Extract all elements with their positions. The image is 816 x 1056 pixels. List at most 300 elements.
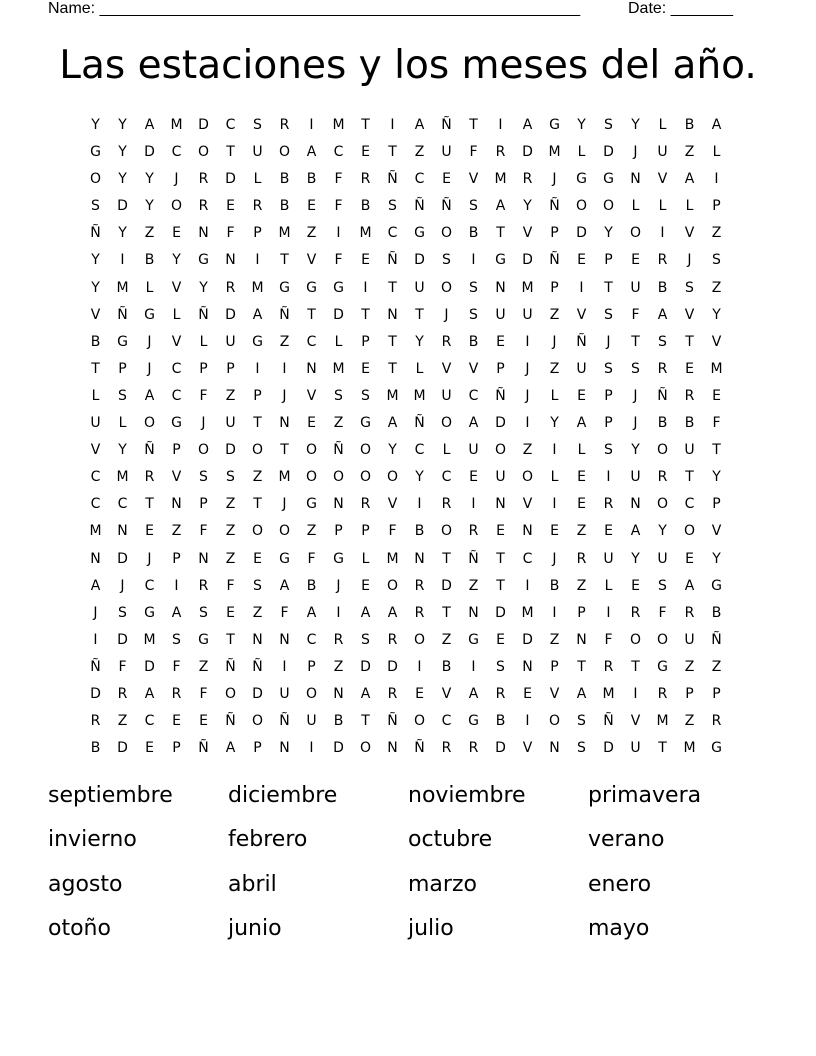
grid-letter[interactable]: E	[604, 523, 613, 540]
grid-letter[interactable]: N	[279, 740, 290, 757]
grid-letter[interactable]: E	[577, 469, 586, 486]
grid-letter[interactable]: U	[603, 550, 614, 567]
grid-letter[interactable]: E	[577, 252, 586, 269]
grid-letter[interactable]: D	[603, 144, 614, 161]
grid-letter[interactable]: M	[278, 225, 291, 242]
grid-letter[interactable]: B	[279, 171, 290, 188]
grid-letter[interactable]: L	[658, 198, 667, 215]
grid-letter[interactable]: P	[253, 387, 262, 404]
grid-letter[interactable]: T	[712, 442, 721, 459]
grid-letter[interactable]: S	[334, 387, 343, 404]
grid-letter[interactable]: Z	[225, 387, 236, 404]
grid-letter[interactable]: E	[712, 387, 721, 404]
grid-letter[interactable]: O	[656, 631, 669, 648]
grid-letter[interactable]: P	[253, 740, 262, 757]
grid-letter[interactable]: U	[576, 360, 587, 377]
grid-letter[interactable]: U	[495, 469, 506, 486]
grid-letter[interactable]: Y	[91, 279, 100, 296]
grid-letter[interactable]: Ñ	[387, 713, 398, 730]
grid-letter[interactable]: N	[522, 658, 533, 675]
grid-letter[interactable]: Z	[171, 523, 182, 540]
grid-letter[interactable]: G	[711, 740, 722, 757]
grid-letter[interactable]: S	[388, 198, 397, 215]
grid-letter[interactable]: E	[145, 523, 154, 540]
grid-letter[interactable]: Z	[576, 523, 587, 540]
grid-letter[interactable]: D	[495, 740, 506, 757]
grid-letter[interactable]: N	[198, 225, 209, 242]
grid-letter[interactable]: D	[225, 442, 236, 459]
grid-letter[interactable]: C	[171, 360, 182, 377]
grid-letter[interactable]: M	[602, 685, 615, 702]
grid-letter[interactable]: D	[495, 415, 506, 432]
grid-letter[interactable]: N	[171, 496, 182, 513]
grid-letter[interactable]: N	[522, 523, 533, 540]
grid-letter[interactable]: T	[442, 604, 451, 621]
grid-letter[interactable]: Y	[118, 144, 127, 161]
grid-letter[interactable]: P	[577, 604, 586, 621]
grid-letter[interactable]: Y	[631, 117, 640, 133]
grid-letter[interactable]: G	[90, 144, 101, 161]
grid-letter[interactable]: E	[307, 198, 316, 215]
grid-letter[interactable]: F	[226, 577, 235, 594]
grid-letter[interactable]: N	[279, 415, 290, 432]
grid-letter[interactable]: J	[525, 387, 530, 404]
grid-letter[interactable]: E	[469, 469, 478, 486]
grid-letter[interactable]: E	[172, 713, 181, 730]
grid-letter[interactable]: R	[171, 685, 182, 702]
grid-letter[interactable]: J	[282, 496, 287, 513]
grid-letter[interactable]: O	[521, 469, 534, 486]
grid-letter[interactable]: R	[225, 279, 236, 296]
grid-letter[interactable]: O	[494, 442, 507, 459]
grid-letter[interactable]: R	[711, 713, 722, 730]
grid-letter[interactable]: I	[363, 279, 368, 296]
grid-letter[interactable]: J	[147, 550, 152, 567]
grid-letter[interactable]: P	[712, 198, 721, 215]
grid-letter[interactable]: D	[225, 306, 236, 323]
grid-letter[interactable]: R	[198, 577, 209, 594]
grid-letter[interactable]: Y	[415, 469, 424, 486]
grid-letter[interactable]: A	[306, 144, 317, 161]
grid-letter[interactable]: Ñ	[117, 306, 128, 323]
grid-letter[interactable]: Ñ	[252, 658, 263, 675]
grid-letter[interactable]: Z	[252, 469, 263, 486]
grid-letter[interactable]: R	[279, 117, 290, 133]
grid-letter[interactable]: I	[498, 117, 503, 133]
grid-letter[interactable]: T	[280, 442, 289, 459]
grid-letter[interactable]: Y	[118, 117, 127, 133]
grid-letter[interactable]: L	[118, 415, 127, 432]
grid-letter[interactable]: L	[172, 306, 181, 323]
grid-letter[interactable]: Y	[145, 198, 154, 215]
grid-letter[interactable]: L	[442, 442, 451, 459]
grid-letter[interactable]: C	[144, 713, 155, 730]
grid-letter[interactable]: Ñ	[414, 740, 425, 757]
grid-letter[interactable]: F	[604, 631, 613, 648]
grid-letter[interactable]: C	[306, 631, 317, 648]
grid-letter[interactable]: S	[361, 387, 370, 404]
grid-letter[interactable]: R	[684, 604, 695, 621]
grid-letter[interactable]: A	[252, 306, 263, 323]
grid-letter[interactable]: I	[471, 658, 476, 675]
grid-letter[interactable]: B	[306, 577, 317, 594]
grid-letter[interactable]: T	[496, 550, 505, 567]
grid-letter[interactable]: L	[550, 469, 559, 486]
grid-letter[interactable]: M	[548, 144, 561, 161]
grid-letter[interactable]: P	[604, 252, 613, 269]
grid-letter[interactable]: Ñ	[441, 198, 452, 215]
grid-letter[interactable]: L	[334, 333, 343, 350]
grid-letter[interactable]: G	[144, 306, 155, 323]
grid-letter[interactable]: O	[440, 415, 453, 432]
grid-letter[interactable]: Ñ	[414, 198, 425, 215]
grid-letter[interactable]: Ñ	[657, 387, 668, 404]
grid-letter[interactable]: O	[629, 631, 642, 648]
grid-letter[interactable]: S	[118, 604, 127, 621]
grid-letter[interactable]: D	[333, 306, 344, 323]
grid-letter[interactable]: E	[550, 523, 559, 540]
grid-letter[interactable]: J	[552, 333, 557, 350]
grid-letter[interactable]: V	[630, 713, 641, 730]
grid-letter[interactable]: Z	[522, 442, 533, 459]
grid-letter[interactable]: I	[525, 333, 530, 350]
grid-letter[interactable]: R	[495, 685, 506, 702]
grid-letter[interactable]: T	[415, 306, 424, 323]
grid-letter[interactable]: G	[117, 333, 128, 350]
grid-letter[interactable]: Z	[198, 658, 209, 675]
grid-letter[interactable]: N	[198, 550, 209, 567]
grid-letter[interactable]: O	[89, 171, 102, 188]
grid-letter[interactable]: Ñ	[144, 442, 155, 459]
grid-letter[interactable]: Ñ	[387, 252, 398, 269]
grid-letter[interactable]: Ñ	[198, 306, 209, 323]
grid-letter[interactable]: D	[117, 740, 128, 757]
grid-letter[interactable]: O	[305, 442, 318, 459]
grid-letter[interactable]: E	[199, 713, 208, 730]
grid-letter[interactable]: R	[252, 198, 263, 215]
grid-letter[interactable]: U	[495, 306, 506, 323]
grid-letter[interactable]: P	[361, 523, 370, 540]
grid-letter[interactable]: U	[522, 306, 533, 323]
grid-letter[interactable]: B	[468, 225, 479, 242]
grid-letter[interactable]: Z	[252, 604, 263, 621]
grid-letter[interactable]: E	[496, 333, 505, 350]
grid-letter[interactable]: O	[305, 469, 318, 486]
grid-letter[interactable]: R	[630, 604, 641, 621]
grid-letter[interactable]: I	[282, 360, 287, 377]
grid-letter[interactable]: Z	[333, 415, 344, 432]
grid-letter[interactable]: R	[198, 171, 209, 188]
grid-letter[interactable]: A	[279, 577, 290, 594]
grid-letter[interactable]: G	[144, 604, 155, 621]
grid-letter[interactable]: I	[714, 171, 719, 188]
grid-letter[interactable]: D	[414, 252, 425, 269]
grid-letter[interactable]: Y	[523, 198, 532, 215]
grid-letter[interactable]: Z	[576, 577, 587, 594]
grid-letter[interactable]: S	[199, 469, 208, 486]
grid-letter[interactable]: B	[495, 713, 506, 730]
grid-letter[interactable]: A	[144, 117, 155, 133]
grid-letter[interactable]: R	[657, 360, 668, 377]
grid-letter[interactable]: V	[441, 360, 452, 377]
grid-letter[interactable]: C	[414, 442, 425, 459]
grid-letter[interactable]: E	[226, 604, 235, 621]
grid-letter[interactable]: C	[468, 387, 479, 404]
grid-letter[interactable]: E	[631, 577, 640, 594]
grid-letter[interactable]: A	[468, 685, 479, 702]
grid-letter[interactable]: A	[468, 415, 479, 432]
grid-letter[interactable]: D	[495, 604, 506, 621]
grid-letter[interactable]: G	[198, 252, 209, 269]
grid-letter[interactable]: U	[90, 415, 101, 432]
grid-letter[interactable]: P	[712, 496, 721, 513]
grid-letter[interactable]: A	[576, 685, 587, 702]
grid-letter[interactable]: N	[414, 550, 425, 567]
grid-letter[interactable]: U	[225, 415, 236, 432]
grid-letter[interactable]: J	[633, 144, 638, 161]
grid-letter[interactable]: T	[388, 360, 397, 377]
grid-letter[interactable]: S	[91, 198, 100, 215]
grid-letter[interactable]: D	[441, 577, 452, 594]
grid-letter[interactable]: U	[684, 442, 695, 459]
grid-letter[interactable]: A	[684, 577, 695, 594]
grid-letter[interactable]: T	[631, 658, 640, 675]
grid-letter[interactable]: T	[658, 740, 667, 757]
grid-letter[interactable]: T	[145, 496, 154, 513]
grid-letter[interactable]: I	[471, 252, 476, 269]
grid-letter[interactable]: O	[656, 496, 669, 513]
grid-letter[interactable]: L	[253, 171, 262, 188]
grid-letter[interactable]: S	[577, 713, 586, 730]
grid-letter[interactable]: I	[660, 225, 665, 242]
grid-letter[interactable]: G	[171, 415, 182, 432]
grid-letter[interactable]: J	[525, 360, 530, 377]
grid-letter[interactable]: O	[359, 469, 372, 486]
grid-letter[interactable]: I	[282, 658, 287, 675]
grid-letter[interactable]: O	[224, 685, 237, 702]
grid-letter[interactable]: I	[336, 225, 341, 242]
grid-letter[interactable]: M	[656, 713, 669, 730]
grid-letter[interactable]: M	[521, 604, 534, 621]
grid-letter[interactable]: R	[657, 685, 668, 702]
grid-letter[interactable]: L	[91, 387, 100, 404]
grid-letter[interactable]: T	[496, 577, 505, 594]
grid-letter[interactable]: D	[144, 658, 155, 675]
grid-letter[interactable]: V	[171, 279, 182, 296]
grid-letter[interactable]: J	[147, 333, 152, 350]
grid-letter[interactable]: Z	[711, 658, 722, 675]
grid-letter[interactable]: F	[199, 523, 208, 540]
grid-letter[interactable]: F	[199, 387, 208, 404]
grid-letter[interactable]: D	[522, 252, 533, 269]
grid-letter[interactable]: V	[522, 740, 533, 757]
grid-letter[interactable]: E	[577, 387, 586, 404]
grid-letter[interactable]: F	[631, 306, 640, 323]
grid-letter[interactable]: Y	[118, 442, 127, 459]
grid-letter[interactable]: C	[144, 577, 155, 594]
grid-letter[interactable]: R	[603, 496, 614, 513]
grid-letter[interactable]: T	[91, 360, 100, 377]
grid-letter[interactable]: R	[144, 469, 155, 486]
grid-letter[interactable]: Z	[306, 225, 317, 242]
grid-letter[interactable]: A	[360, 604, 371, 621]
grid-letter[interactable]: U	[225, 333, 236, 350]
grid-letter[interactable]: R	[441, 333, 452, 350]
grid-letter[interactable]: Y	[604, 225, 613, 242]
grid-letter[interactable]: P	[604, 387, 613, 404]
grid-letter[interactable]: R	[468, 740, 479, 757]
grid-letter[interactable]: A	[630, 523, 641, 540]
grid-letter[interactable]: M	[116, 469, 129, 486]
grid-letter[interactable]: J	[174, 171, 179, 188]
grid-letter[interactable]: V	[576, 306, 587, 323]
grid-letter[interactable]: V	[468, 171, 479, 188]
grid-letter[interactable]: G	[306, 279, 317, 296]
grid-letter[interactable]: T	[604, 279, 613, 296]
grid-letter[interactable]: C	[90, 496, 101, 513]
grid-letter[interactable]: T	[280, 252, 289, 269]
grid-letter[interactable]: Z	[549, 631, 560, 648]
grid-letter[interactable]: V	[711, 523, 722, 540]
grid-letter[interactable]: O	[170, 198, 183, 215]
grid-letter[interactable]: O	[440, 523, 453, 540]
grid-letter[interactable]: M	[683, 740, 696, 757]
grid-letter[interactable]: O	[143, 415, 156, 432]
grid-letter[interactable]: T	[361, 713, 370, 730]
grid-letter[interactable]: A	[306, 604, 317, 621]
grid-letter[interactable]: V	[522, 496, 533, 513]
grid-letter[interactable]: A	[522, 117, 533, 133]
grid-letter[interactable]: G	[549, 117, 560, 133]
grid-letter[interactable]: L	[712, 144, 721, 161]
grid-letter[interactable]: C	[441, 713, 452, 730]
grid-letter[interactable]: M	[278, 469, 291, 486]
grid-letter[interactable]: Ñ	[387, 171, 398, 188]
grid-letter[interactable]: P	[550, 279, 559, 296]
grid-letter[interactable]: Y	[118, 171, 127, 188]
grid-letter[interactable]: G	[576, 171, 587, 188]
grid-letter[interactable]: T	[361, 306, 370, 323]
grid-letter[interactable]: U	[441, 387, 452, 404]
grid-letter[interactable]: A	[576, 415, 587, 432]
grid-letter[interactable]: C	[171, 387, 182, 404]
grid-letter[interactable]: Ñ	[495, 387, 506, 404]
grid-letter[interactable]: P	[496, 360, 505, 377]
grid-letter[interactable]: V	[549, 685, 560, 702]
grid-letter[interactable]: V	[171, 333, 182, 350]
grid-letter[interactable]: Y	[415, 333, 424, 350]
grid-letter[interactable]: Z	[306, 523, 317, 540]
grid-letter[interactable]: F	[172, 658, 181, 675]
grid-letter[interactable]: E	[307, 415, 316, 432]
grid-letter[interactable]: E	[361, 360, 370, 377]
grid-letter[interactable]: B	[657, 279, 668, 296]
grid-letter[interactable]: Y	[118, 225, 127, 242]
grid-letter[interactable]: Z	[225, 550, 236, 567]
grid-letter[interactable]: V	[468, 360, 479, 377]
grid-letter[interactable]: T	[388, 279, 397, 296]
grid-letter[interactable]: O	[251, 523, 264, 540]
grid-letter[interactable]: B	[414, 523, 425, 540]
grid-letter[interactable]: P	[253, 225, 262, 242]
grid-letter[interactable]: I	[579, 279, 584, 296]
grid-letter[interactable]: O	[575, 198, 588, 215]
grid-letter[interactable]: N	[90, 550, 101, 567]
grid-letter[interactable]: R	[684, 387, 695, 404]
grid-letter[interactable]: R	[90, 713, 101, 730]
grid-letter[interactable]: D	[360, 658, 371, 675]
grid-letter[interactable]: O	[278, 523, 291, 540]
grid-letter[interactable]: G	[360, 415, 371, 432]
grid-letter[interactable]: F	[712, 415, 721, 432]
grid-letter[interactable]: A	[144, 685, 155, 702]
grid-letter[interactable]: F	[226, 225, 235, 242]
grid-letter[interactable]: C	[684, 496, 695, 513]
grid-letter[interactable]: Ñ	[225, 713, 236, 730]
grid-letter[interactable]: O	[251, 713, 264, 730]
grid-letter[interactable]: I	[174, 577, 179, 594]
grid-letter[interactable]: R	[387, 685, 398, 702]
grid-letter[interactable]: G	[279, 279, 290, 296]
grid-letter[interactable]: B	[90, 740, 101, 757]
grid-letter[interactable]: P	[199, 360, 208, 377]
grid-letter[interactable]: T	[496, 225, 505, 242]
grid-letter[interactable]: Ñ	[90, 225, 101, 242]
grid-letter[interactable]: P	[550, 225, 559, 242]
grid-letter[interactable]: R	[657, 252, 668, 269]
grid-letter[interactable]: U	[657, 550, 668, 567]
grid-letter[interactable]: G	[198, 631, 209, 648]
grid-letter[interactable]: J	[147, 360, 152, 377]
grid-letter[interactable]: G	[333, 279, 344, 296]
grid-letter[interactable]: S	[226, 469, 235, 486]
grid-letter[interactable]: O	[305, 685, 318, 702]
grid-letter[interactable]: C	[171, 144, 182, 161]
grid-letter[interactable]: C	[414, 171, 425, 188]
grid-letter[interactable]: F	[469, 144, 478, 161]
grid-letter[interactable]: R	[468, 523, 479, 540]
grid-letter[interactable]: J	[687, 252, 692, 269]
grid-letter[interactable]: P	[712, 685, 721, 702]
grid-letter[interactable]: G	[306, 496, 317, 513]
grid-letter[interactable]: E	[253, 550, 262, 567]
grid-letter[interactable]: B	[468, 333, 479, 350]
grid-letter[interactable]: L	[361, 550, 370, 567]
grid-letter[interactable]: A	[144, 387, 155, 404]
grid-letter[interactable]: Z	[225, 496, 236, 513]
grid-letter[interactable]: S	[658, 577, 667, 594]
grid-letter[interactable]: V	[171, 469, 182, 486]
grid-letter[interactable]: S	[469, 279, 478, 296]
name-field-label[interactable]: Name: ______________________________________________________	[48, 0, 581, 17]
grid-letter[interactable]: R	[495, 144, 506, 161]
grid-letter[interactable]: N	[549, 740, 560, 757]
grid-letter[interactable]: Ñ	[198, 740, 209, 757]
grid-letter[interactable]: N	[333, 496, 344, 513]
grid-letter[interactable]: L	[604, 577, 613, 594]
grid-letter[interactable]: D	[144, 144, 155, 161]
grid-letter[interactable]: V	[306, 252, 317, 269]
grid-letter[interactable]: F	[118, 658, 127, 675]
grid-letter[interactable]: O	[440, 225, 453, 242]
grid-letter[interactable]: S	[712, 252, 721, 269]
grid-letter[interactable]: A	[387, 415, 398, 432]
grid-letter[interactable]: G	[468, 713, 479, 730]
grid-letter[interactable]: G	[414, 225, 425, 242]
grid-letter[interactable]: P	[226, 360, 235, 377]
grid-letter[interactable]: I	[309, 740, 314, 757]
grid-letter[interactable]: S	[469, 198, 478, 215]
